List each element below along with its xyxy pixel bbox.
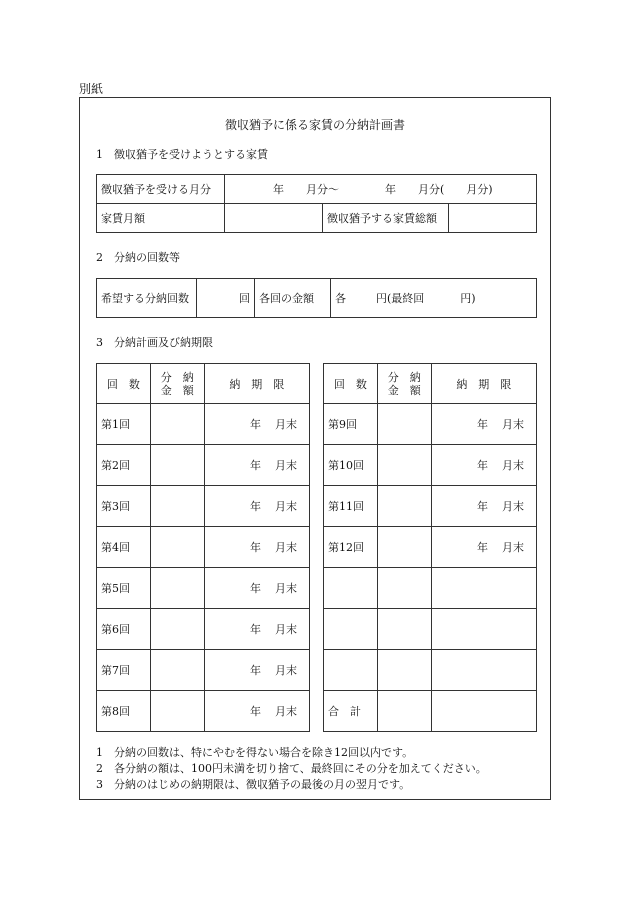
installment-count-table bbox=[96, 278, 537, 318]
deadline-cell[interactable] bbox=[431, 650, 536, 691]
amount-cell[interactable] bbox=[377, 691, 431, 732]
installment-number: 第5回 bbox=[97, 568, 151, 609]
month-end-label: 月末 bbox=[275, 664, 297, 677]
col-count-header: 回 数 bbox=[324, 364, 378, 404]
table-row bbox=[97, 486, 310, 527]
table-row bbox=[324, 445, 537, 486]
year-label: 年 bbox=[250, 705, 261, 718]
amount-cell[interactable] bbox=[150, 445, 204, 486]
amount-cell[interactable] bbox=[377, 568, 431, 609]
year-label: 年 bbox=[477, 418, 488, 431]
grace-months-label: 徴収猶予を受ける月分 bbox=[97, 175, 225, 204]
year-label: 年 bbox=[250, 582, 261, 595]
month-end-label: 月末 bbox=[275, 705, 297, 718]
table-row bbox=[324, 404, 537, 445]
installment-number: 第2回 bbox=[97, 445, 151, 486]
installment-number: 第10回 bbox=[324, 445, 378, 486]
amount-cell[interactable] bbox=[150, 486, 204, 527]
amount-cell[interactable] bbox=[377, 486, 431, 527]
year-label: 年 bbox=[385, 183, 396, 196]
installment-number: 第3回 bbox=[97, 486, 151, 527]
amount-cell[interactable] bbox=[377, 609, 431, 650]
total-label: 合 計 bbox=[324, 691, 378, 732]
year-label: 年 bbox=[477, 500, 488, 513]
month-label: 月分〜 bbox=[306, 183, 339, 196]
deadline-cell[interactable] bbox=[204, 527, 309, 568]
year-label: 年 bbox=[477, 541, 488, 554]
amount-cell[interactable] bbox=[150, 691, 204, 732]
deadline-cell[interactable] bbox=[204, 650, 309, 691]
amount-cell[interactable] bbox=[150, 568, 204, 609]
year-label: 年 bbox=[250, 418, 261, 431]
installment-number: 第4回 bbox=[97, 527, 151, 568]
installment-number: 第9回 bbox=[324, 404, 378, 445]
deadline-cell[interactable] bbox=[431, 445, 536, 486]
attachment-label: 別紙 bbox=[79, 82, 104, 96]
amount-cell[interactable] bbox=[377, 527, 431, 568]
yen-close-label: 円) bbox=[460, 292, 476, 305]
section2-heading: 2 分納の回数等 bbox=[96, 251, 180, 264]
month-label: 月分) bbox=[466, 183, 493, 196]
month-end-label: 月末 bbox=[275, 541, 297, 554]
table-row bbox=[97, 650, 310, 691]
note-3: 3 分納のはじめの納期限は、徴収猶予の最後の月の翌月です。 bbox=[96, 778, 411, 791]
amount-cell[interactable] bbox=[150, 650, 204, 691]
table-row bbox=[97, 527, 310, 568]
each-label: 各 bbox=[335, 292, 346, 305]
month-end-label: 月末 bbox=[275, 623, 297, 636]
deadline-cell[interactable] bbox=[431, 527, 536, 568]
amount-cell[interactable] bbox=[150, 527, 204, 568]
col-count-header: 回 数 bbox=[97, 364, 151, 404]
year-label: 年 bbox=[250, 623, 261, 636]
month-end-label: 月末 bbox=[502, 459, 524, 472]
table-row bbox=[324, 486, 537, 527]
table-row bbox=[97, 445, 310, 486]
empty-row-cell bbox=[324, 609, 378, 650]
total-rent-field[interactable] bbox=[449, 204, 537, 233]
deadline-cell[interactable] bbox=[204, 486, 309, 527]
monthly-rent-field[interactable] bbox=[225, 204, 323, 233]
month-end-label: 月末 bbox=[275, 582, 297, 595]
deadline-cell[interactable] bbox=[431, 568, 536, 609]
month-end-label: 月末 bbox=[502, 500, 524, 513]
col-deadline-header: 納 期 限 bbox=[204, 364, 309, 404]
amount-cell[interactable] bbox=[150, 609, 204, 650]
rent-info-table bbox=[96, 174, 537, 233]
table-row bbox=[324, 691, 537, 732]
deadline-cell[interactable] bbox=[431, 691, 536, 732]
each-amount-label: 各回の金額 bbox=[255, 279, 331, 318]
amount-cell[interactable] bbox=[377, 650, 431, 691]
deadline-cell[interactable] bbox=[204, 691, 309, 732]
deadline-cell[interactable] bbox=[204, 404, 309, 445]
count-unit: 回 bbox=[239, 292, 250, 305]
installment-number: 第8回 bbox=[97, 691, 151, 732]
total-rent-label: 徴収猶予する家賃総額 bbox=[323, 204, 449, 233]
section3-heading: 3 分納計画及び納期限 bbox=[96, 336, 213, 349]
table-row bbox=[324, 650, 537, 691]
note-2: 2 各分納の額は、100円未満を切り捨て、最終回にその分を加えてください。 bbox=[96, 762, 487, 775]
section1-heading: 1 徴収猶予を受けようとする家賃 bbox=[96, 148, 268, 161]
empty-row-cell bbox=[324, 568, 378, 609]
monthly-rent-label: 家賃月額 bbox=[97, 204, 225, 233]
year-label: 年 bbox=[250, 541, 261, 554]
installment-number: 第7回 bbox=[97, 650, 151, 691]
month-end-label: 月末 bbox=[502, 541, 524, 554]
month-end-label: 月末 bbox=[275, 500, 297, 513]
form-title: 徴収猶予に係る家賃の分納計画書 bbox=[224, 118, 405, 132]
year-label: 年 bbox=[250, 664, 261, 677]
table-row bbox=[324, 568, 537, 609]
col-amount-header: 分 納 金 額 bbox=[150, 364, 204, 404]
table-row bbox=[97, 691, 310, 732]
grace-months-field[interactable] bbox=[225, 175, 537, 204]
year-label: 年 bbox=[477, 459, 488, 472]
table-row bbox=[97, 568, 310, 609]
amount-cell[interactable] bbox=[150, 404, 204, 445]
deadline-cell[interactable] bbox=[204, 568, 309, 609]
schedule-table-left bbox=[96, 363, 310, 732]
month-label: 月分( bbox=[418, 183, 445, 196]
year-label: 年 bbox=[250, 500, 261, 513]
amount-cell[interactable] bbox=[377, 404, 431, 445]
desired-count-field[interactable] bbox=[197, 279, 255, 318]
deadline-cell[interactable] bbox=[204, 445, 309, 486]
year-label: 年 bbox=[273, 183, 284, 196]
desired-count-label: 希望する分納回数 bbox=[97, 279, 197, 318]
month-end-label: 月末 bbox=[502, 418, 524, 431]
installment-number: 第12回 bbox=[324, 527, 378, 568]
installment-number: 第6回 bbox=[97, 609, 151, 650]
table-row bbox=[324, 609, 537, 650]
col-amount-header: 分 納 金 額 bbox=[377, 364, 431, 404]
each-amount-field[interactable] bbox=[331, 279, 537, 318]
note-1: 1 分納の回数は、特にやむを得ない場合を除き12回以内です。 bbox=[96, 746, 414, 759]
deadline-cell[interactable] bbox=[431, 404, 536, 445]
installment-number: 第1回 bbox=[97, 404, 151, 445]
table-row bbox=[97, 609, 310, 650]
table-row bbox=[324, 527, 537, 568]
empty-row-cell bbox=[324, 650, 378, 691]
installment-number: 第11回 bbox=[324, 486, 378, 527]
table-row bbox=[97, 404, 310, 445]
year-label: 年 bbox=[250, 459, 261, 472]
deadline-cell[interactable] bbox=[431, 609, 536, 650]
deadline-cell[interactable] bbox=[204, 609, 309, 650]
deadline-cell[interactable] bbox=[431, 486, 536, 527]
col-deadline-header: 納 期 限 bbox=[431, 364, 536, 404]
final-yen-label: 円(最終回 bbox=[376, 292, 425, 305]
schedule-table-right bbox=[323, 363, 537, 732]
amount-cell[interactable] bbox=[377, 445, 431, 486]
month-end-label: 月末 bbox=[275, 459, 297, 472]
month-end-label: 月末 bbox=[275, 418, 297, 431]
